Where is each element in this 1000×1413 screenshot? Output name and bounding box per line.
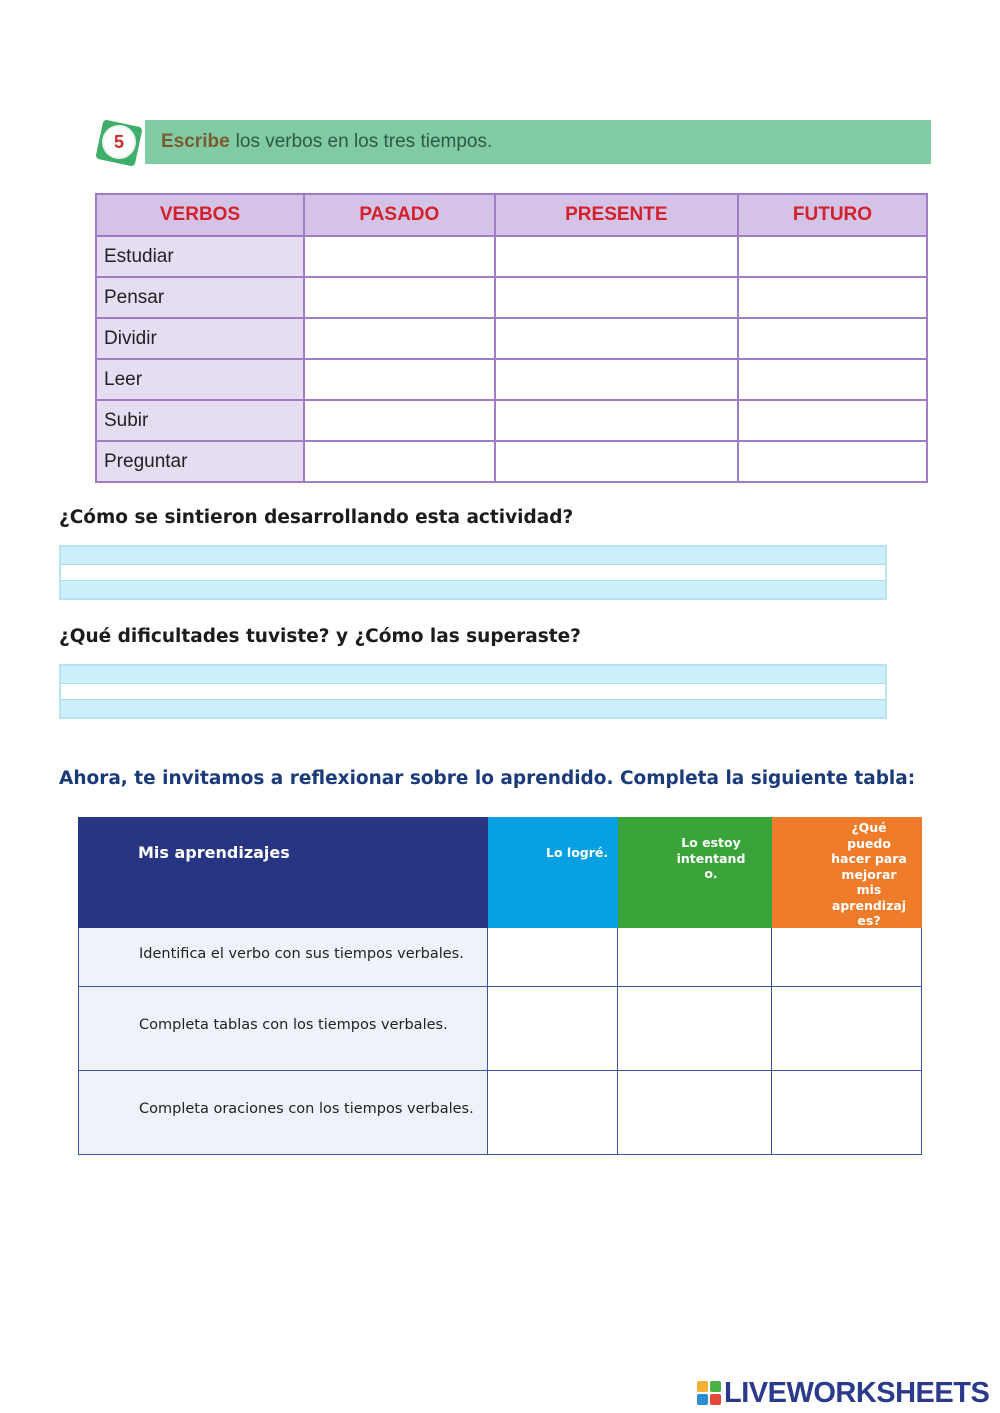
learning-table: [78, 817, 922, 1155]
answer-line: [61, 700, 885, 717]
verbs-table-header: [96, 194, 927, 236]
table-row: [96, 236, 927, 277]
table-row: [78, 987, 922, 1071]
answer-line: [61, 683, 885, 700]
futuro-answer-cell[interactable]: [738, 359, 927, 400]
presente-answer-cell[interactable]: [495, 400, 738, 441]
verb-name: Leer: [96, 359, 304, 400]
lo-logre-cell[interactable]: [488, 1071, 618, 1154]
header-futuro: FUTURO: [738, 194, 927, 236]
verb-name: Dividir: [96, 318, 304, 359]
exercise-number: 5: [102, 125, 136, 159]
header-lo-logre: [488, 817, 618, 928]
answer-line: [61, 581, 885, 598]
header-presente: PRESENTE: [495, 194, 738, 236]
futuro-answer-cell[interactable]: [738, 236, 927, 277]
table-row: [96, 318, 927, 359]
learning-item-text: Completa oraciones con los tiempos verbales.: [139, 1101, 474, 1117]
answer-line: [61, 547, 885, 564]
logo-wordmark: LIVEWORKSHEETS: [724, 1376, 990, 1409]
answer-difficulties-input[interactable]: [59, 664, 887, 719]
table-row: [96, 400, 927, 441]
exercise-instruction: [145, 120, 931, 164]
reflection-invitation: Ahora, te invitamos a reflexionar sobre lo aprendido. Completa la siguiente tabla:: [59, 768, 916, 789]
table-row: [78, 928, 922, 987]
pasado-answer-cell[interactable]: [304, 359, 495, 400]
header-pasado: PASADO: [304, 194, 495, 236]
pasado-answer-cell[interactable]: [304, 400, 495, 441]
header-mis-aprendizajes: [78, 817, 488, 928]
mejorar-cell[interactable]: [772, 1071, 922, 1154]
presente-answer-cell[interactable]: [495, 359, 738, 400]
header-que-puedo-mejorar: [772, 817, 922, 928]
header-verbos: VERBOS: [96, 194, 304, 236]
table-row: [96, 441, 927, 482]
lo-estoy-intentando-cell[interactable]: [618, 928, 772, 986]
futuro-answer-cell[interactable]: [738, 277, 927, 318]
lo-estoy-intentando-cell[interactable]: [618, 1071, 772, 1154]
header-que-puedo-mejorar-label: ¿Qué puedo hacer para mejorar mis aprendizaj es?: [831, 820, 907, 928]
table-row: [96, 277, 927, 318]
table-row: [96, 359, 927, 400]
verbs-table: [95, 193, 928, 483]
header-lo-estoy-intentando-label: Lo estoy intentand o.: [676, 835, 746, 881]
liveworksheets-logo: [697, 1377, 989, 1409]
answer-feelings-input[interactable]: [59, 545, 887, 600]
instruction-text: los verbos en los tres tiempos.: [235, 131, 493, 152]
futuro-answer-cell[interactable]: [738, 441, 927, 482]
verb-name: Subir: [96, 400, 304, 441]
learning-item: [78, 928, 488, 986]
learning-item-text: Completa tablas con los tiempos verbales.: [139, 1017, 448, 1033]
presente-answer-cell[interactable]: [495, 277, 738, 318]
learning-item-text: Identifica el verbo con sus tiempos verbales.: [139, 946, 464, 962]
verb-name: Estudiar: [96, 236, 304, 277]
instruction-verb: Escribe: [161, 131, 230, 152]
presente-answer-cell[interactable]: [495, 441, 738, 482]
verb-name: Pensar: [96, 277, 304, 318]
learning-item: [78, 987, 488, 1070]
lo-logre-cell[interactable]: [488, 928, 618, 986]
mejorar-cell[interactable]: [772, 987, 922, 1070]
futuro-answer-cell[interactable]: [738, 318, 927, 359]
lo-logre-cell[interactable]: [488, 987, 618, 1070]
logo-squares-icon: [697, 1381, 721, 1405]
table-row: [78, 1071, 922, 1155]
pasado-answer-cell[interactable]: [304, 277, 495, 318]
exercise-number-badge: [96, 120, 142, 166]
answer-line: [61, 666, 885, 683]
verb-name: Preguntar: [96, 441, 304, 482]
presente-answer-cell[interactable]: [495, 318, 738, 359]
question-feelings: ¿Cómo se sintieron desarrollando esta actividad?: [59, 507, 574, 528]
lo-estoy-intentando-cell[interactable]: [618, 987, 772, 1070]
futuro-answer-cell[interactable]: [738, 400, 927, 441]
pasado-answer-cell[interactable]: [304, 441, 495, 482]
learning-item: [78, 1071, 488, 1154]
question-difficulties: ¿Qué dificultades tuviste? y ¿Cómo las superaste?: [59, 626, 581, 647]
header-mis-aprendizajes-label: Mis aprendizajes: [138, 843, 290, 862]
header-lo-logre-label: Lo logré.: [546, 845, 609, 860]
presente-answer-cell[interactable]: [495, 236, 738, 277]
pasado-answer-cell[interactable]: [304, 318, 495, 359]
header-lo-estoy-intentando: [618, 817, 772, 928]
answer-line: [61, 564, 885, 581]
pasado-answer-cell[interactable]: [304, 236, 495, 277]
mejorar-cell[interactable]: [772, 928, 922, 986]
